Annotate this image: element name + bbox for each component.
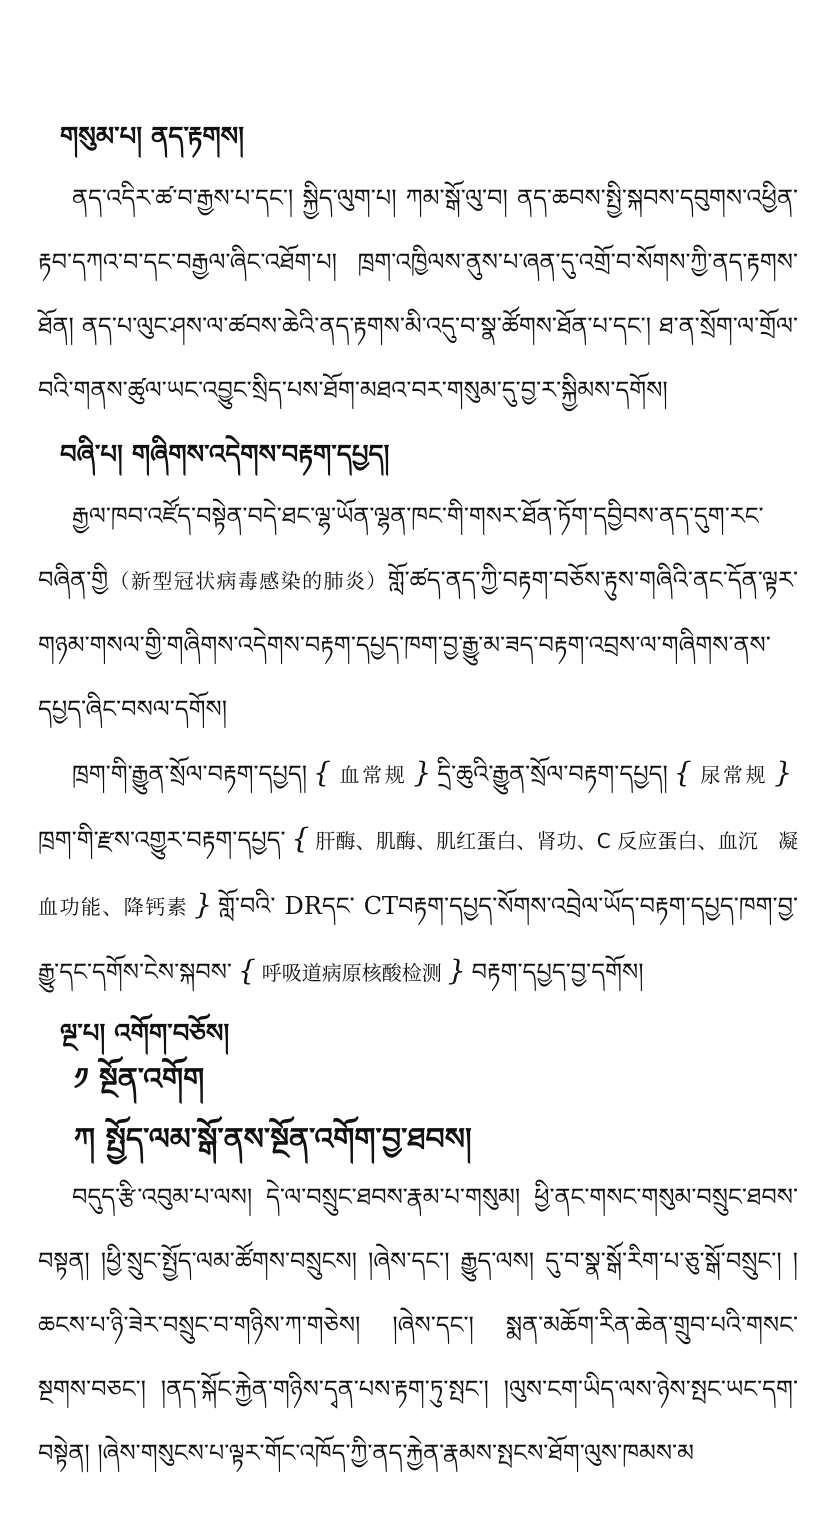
section-4-heading: བཞི་པ། གཞིགས་འདེགས་བརྟག་དཔྱད། — [60, 440, 390, 470]
section-4-text-1a: རྒྱལ་ཁབ་འཛོད་བསྟེན་བདེ་ཐང་ལྷ་ཡོན་ལྷན་ཁང་གི་གསར་ཐོན་ཏོག་དབྱིབས་ནད་དུག་རང་བཞིན་གྱི — [38, 502, 764, 594]
section-5-heading: ལྔ་པ། འགོག་བཅོས། — [60, 1019, 230, 1049]
close-brace: } — [413, 756, 432, 789]
blood-biochem-tibetan: ཁྲག་གི་རྫས་འགྱུར་བརྟག་དཔྱད་ — [38, 826, 286, 854]
section-3-paragraph: ནད་འདིར་ཚ་བ་རྒྱས་པ་དང་། སྐྱིད་ལུག་པ། ཀམ་སྒོ་ལུ་བ། ནད་ཆབས་སྤྱི་སྐབས་དབུགས་འཕྱིན་རྟབ་དཀའ་བ་དང་བརྒྱལ་ཞིང་འཐོག་པ། ཁྲག་འཁྱིལས་ནུས་པ་ཞན་དུ་འགྲོ་བ་སོགས་ཀྱི་ནད་རྟགས་ཐོན། ནད་པ་ལུང་ཤས་ལ་ཚབས་ཆེའི་ནད་རྟགས་མི་འདུ་བ་སྣ་ཚོགས་ཐོན་པ་དང་། ཐ་ན་སྲོག་ལ་གྲོལ་བའི་གནས་ཚུལ་ཡང་འབྱུང་སྲིད་པས་ཐོག་མཐའ་བར་གསུམ་དུ་བྱ་ར་སྐྱིམས་དགོས། — [38, 184, 798, 404]
open-brace: { — [673, 756, 692, 789]
section-3-heading: གསུམ་པ། ནད་རྟགས། — [60, 122, 245, 152]
close-brace: } — [194, 888, 212, 921]
section-4-chinese-note: （新型冠状病毒感染的肺炎） — [108, 569, 388, 593]
examination-closing: བརྟག་དཔྱད་བྱ་དགོས། — [471, 958, 644, 986]
close-brace: } — [774, 756, 793, 789]
blood-routine-tibetan: ཁྲག་གི་རྒྱུན་སྲོལ་བརྟག་དཔྱད། — [72, 760, 308, 788]
lung-imaging-tibetan: གློ་བའི་ DRདང་ CTབརྟག་དཔྱད་སོགས་འབྲེལ་ཡོད་བརྟག་དཔྱད་ཁག་བྱ་རྒྱུ་དང་དགོས་ངེས་སྐབས་ — [38, 892, 799, 986]
blood-routine-chinese: 血常规 — [336, 763, 408, 787]
section-4-paragraph-2 — [38, 741, 798, 1005]
urine-routine-chinese: 尿常规 — [697, 763, 769, 787]
section-4-text-1b: གློ་ཚད་ནད་ཀྱི་བརྟག་བཅོས་རྟུས་གཞིའི་ནང་དོན་ལྟར་གཉམ་གསལ་གྱི་གཞིགས་འདེགས་བརྟག་དཔྱད་ཁག་བྱ་རྒྱུ་མ་ཟད་བརྟག་འབྲས་ལ་གཞིགས་ནས་དཔྱད་ཞིང་བསལ་དགོས། — [38, 566, 798, 723]
nucleic-acid-chinese: 呼吸道病原核酸检测 — [261, 961, 442, 985]
blood-biochem-chinese: 肝酶、肌酶、肌红蛋白、肾功、C 反应蛋白、血沉 凝血功能、降钙素 — [38, 829, 798, 919]
subsection-1-heading: ༡ སྔོན་འགོག — [74, 1062, 205, 1097]
section-5-paragraph: བདུད་རྩི་འབུམ་པ་ལས། དེ་ལ་བསྲུང་ཐབས་རྣམ་པ་གསུམ། ཕྱི་ནང་གསང་གསུམ་བསྲུང་ཐབས་བསྟན། །ཕྱི་སྲུང་སྤྱོད་ལམ་ཚོགས་བསྲུངས། །ཞེས་དང་། རྒྱུད་ལས། དུ་བ་སྣ་སྒོ་རིག་པ་ཅུ་སྒོ་བསྲུང་། །ཆངས་པ་ཉི་ཟེར་བསྲུང་བ་གཉིས་ཀ་གཅེས། །ཞེས་དང་། སྨན་མཆོག་རིན་ཆེན་གྲུབ་པའི་གསང་སྔགས་བཅང་། །ནད་སྐོང་རྐྱེན་གཉིས་དྭན་པས་རྟག་ཏུ་སྤང་། །ལུས་ངག་ཡིད་ལས་ཉེས་སྤང་ཡང་དག་བསྟེན། །ཞེས་གསུངས་པ་ལྟར་གོང་འཁོད་ཀྱི་ནད་རྐྱེན་རྣམས་སྤངས་ཐོག་ལུས་ཁམས་མ — [38, 1183, 798, 1467]
open-brace: { — [237, 954, 256, 987]
section-4-paragraph-1 — [38, 484, 798, 741]
close-brace: } — [447, 954, 466, 987]
open-brace: { — [291, 822, 310, 855]
open-brace: { — [313, 756, 331, 789]
subsection-ka-heading: ཀ སྤྱོད་ལམ་སྒོ་ནས་སྔོན་འགོག་བྱ་ཐབས། — [74, 1122, 472, 1157]
urine-routine-tibetan: དྲི་ཆུའི་རྒྱུན་སྲོལ་བརྟག་དཔྱད། — [437, 760, 668, 788]
